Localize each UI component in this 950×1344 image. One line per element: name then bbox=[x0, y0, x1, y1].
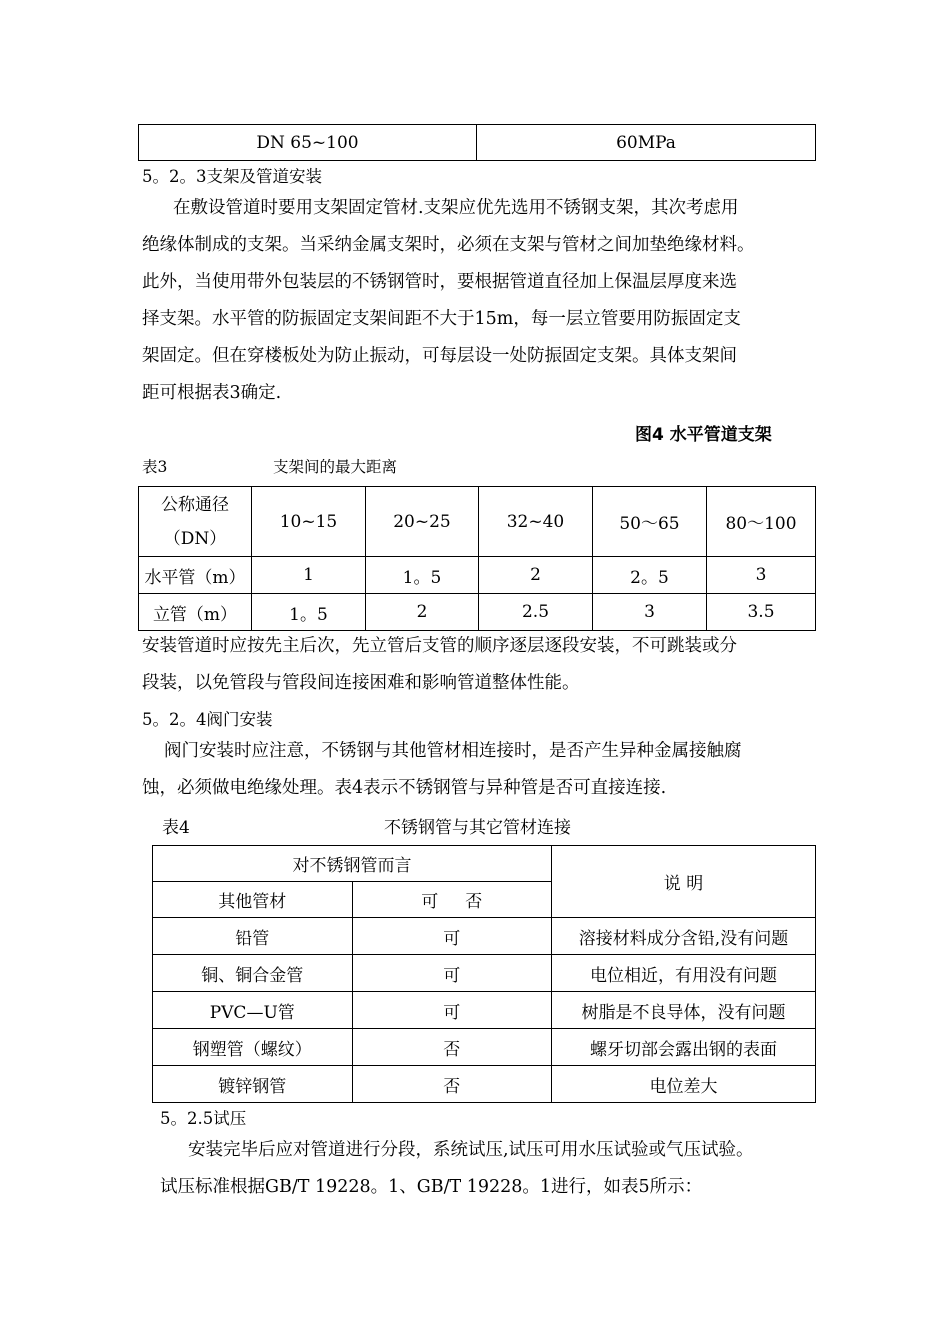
paragraph-installation-order bbox=[142, 628, 737, 702]
table3-header-line2: （DN） bbox=[163, 528, 227, 549]
table3-cell: 2.5 bbox=[479, 594, 593, 631]
table3-col-header: 32~40 bbox=[479, 487, 593, 557]
table3-cell: 2。5 bbox=[593, 557, 707, 594]
table-row bbox=[153, 1029, 816, 1066]
table4-pipe-compat bbox=[152, 845, 816, 1103]
table3-header-line1: 公称通径 bbox=[161, 494, 229, 515]
table-row bbox=[153, 992, 816, 1029]
table4-pipe: 铜、铜合金管 bbox=[153, 955, 353, 992]
table3-cell: 3 bbox=[707, 557, 816, 594]
table3-cell: 2 bbox=[479, 557, 593, 594]
paragraph-line: 段装，以免管段与管段间连接困难和影响管道整体性能。 bbox=[142, 673, 580, 693]
top-pressure-table bbox=[138, 124, 816, 161]
table3-title: 支架间的最大距离 bbox=[273, 458, 398, 476]
table-row bbox=[153, 955, 816, 992]
table4-pipe: PVC—U管 bbox=[153, 992, 353, 1029]
table4-note: 溶接材料成分含铅,没有问题 bbox=[552, 918, 816, 955]
table4-pipe: 钢塑管（螺纹） bbox=[153, 1029, 353, 1066]
table4-note: 电位差大 bbox=[552, 1066, 816, 1103]
section-heading-524: 5。2。4阀门安装 bbox=[142, 710, 273, 729]
table4-col-other: 其他管材 bbox=[153, 882, 353, 918]
table4-note: 螺牙切部会露出钢的表面 bbox=[552, 1029, 816, 1066]
table4-ok: 可 bbox=[352, 955, 552, 992]
paragraph-valve-installation bbox=[142, 733, 742, 807]
paragraph-support-installation bbox=[142, 190, 755, 412]
paragraph-line: 阀门安装时应注意，不锈钢与其他管材相连接时，是否产生异种金属接触腐 bbox=[164, 741, 742, 761]
table4-label: 表4 bbox=[162, 818, 190, 838]
table4-ok: 可 bbox=[352, 992, 552, 1029]
section-heading-525: 5。2.5试压 bbox=[160, 1109, 247, 1128]
table3-support-spacing bbox=[138, 486, 816, 631]
paragraph-line: 安装完毕后应对管道进行分段，系统试压,试压可用水压试验或气压试验。 bbox=[188, 1140, 754, 1160]
paragraph-line: 择支架。水平管的防振固定支架间距不大于15m，每一层立管要用防振固定支 bbox=[142, 309, 741, 329]
table4-note: 电位相近，有用没有问题 bbox=[552, 955, 816, 992]
table3-cell: 2 bbox=[366, 594, 479, 631]
top-table-right-cell: 60MPa bbox=[477, 125, 816, 161]
table-row bbox=[139, 557, 816, 594]
paragraph-line: 此外，当使用带外包装层的不锈钢管时，要根据管道直径加上保温层厚度来选 bbox=[142, 272, 737, 292]
table4-ok: 可 bbox=[352, 918, 552, 955]
paragraph-line: 架固定。但在穿楼板处为防止振动，可每层设一处防振固定支架。具体支架间 bbox=[142, 346, 737, 366]
table4-ok: 否 bbox=[352, 1029, 552, 1066]
table4-note-header: 说 明 bbox=[552, 846, 816, 918]
paragraph-line: 蚀，必须做电绝缘处理。表4表示不锈钢管与异种管是否可直接连接. bbox=[142, 778, 667, 798]
table-row bbox=[153, 1066, 816, 1103]
paragraph-line: 安装管道时应按先主后次，先立管后支管的顺序逐层逐段安装，不可跳装或分 bbox=[142, 636, 737, 656]
table3-cell: 3 bbox=[593, 594, 707, 631]
table3-cell: 3.5 bbox=[707, 594, 816, 631]
table3-cell: 1 bbox=[252, 557, 366, 594]
table3-row-label: 立管（m） bbox=[139, 594, 252, 631]
table3-col-header: 20~25 bbox=[366, 487, 479, 557]
table3-col-header: 80～100 bbox=[707, 487, 816, 557]
table3-header-dn bbox=[139, 487, 252, 557]
table3-col-header: 50～65 bbox=[593, 487, 707, 557]
table-row bbox=[139, 594, 816, 631]
paragraph-line: 距可根据表3确定. bbox=[142, 383, 282, 403]
figure-caption-4: 图4 水平管道支架 bbox=[635, 425, 772, 445]
table4-title: 不锈钢管与其它管材连接 bbox=[384, 818, 571, 838]
table3-cell: 1。5 bbox=[252, 594, 366, 631]
table3-label: 表3 bbox=[142, 458, 168, 476]
table4-pipe: 镀锌钢管 bbox=[153, 1066, 353, 1103]
table4-pipe: 铅管 bbox=[153, 918, 353, 955]
paragraph-line: 在敷设管道时要用支架固定管材.支架应优先选用不锈钢支架，其次考虑用 bbox=[173, 198, 739, 218]
table3-cell: 1。5 bbox=[366, 557, 479, 594]
table4-col-ok: 可 否 bbox=[352, 882, 552, 918]
table3-row-label: 水平管（m） bbox=[139, 557, 252, 594]
paragraph-line: 试压标准根据GB/T 19228。1、GB/T 19228。1进行，如表5所示： bbox=[160, 1177, 703, 1197]
table-row bbox=[153, 918, 816, 955]
paragraph-pressure-test bbox=[160, 1132, 754, 1206]
table4-ok: 否 bbox=[352, 1066, 552, 1103]
table4-note: 树脂是不良导体，没有问题 bbox=[552, 992, 816, 1029]
top-table-left-cell: DN 65~100 bbox=[139, 125, 477, 161]
table4-group-header: 对不锈钢管而言 bbox=[153, 846, 552, 882]
section-heading-523: 5。2。3支架及管道安装 bbox=[142, 167, 322, 186]
table3-col-header: 10~15 bbox=[252, 487, 366, 557]
paragraph-line: 绝缘体制成的支架。当采纳金属支架时，必须在支架与管材之间加垫绝缘材料。 bbox=[142, 235, 755, 255]
